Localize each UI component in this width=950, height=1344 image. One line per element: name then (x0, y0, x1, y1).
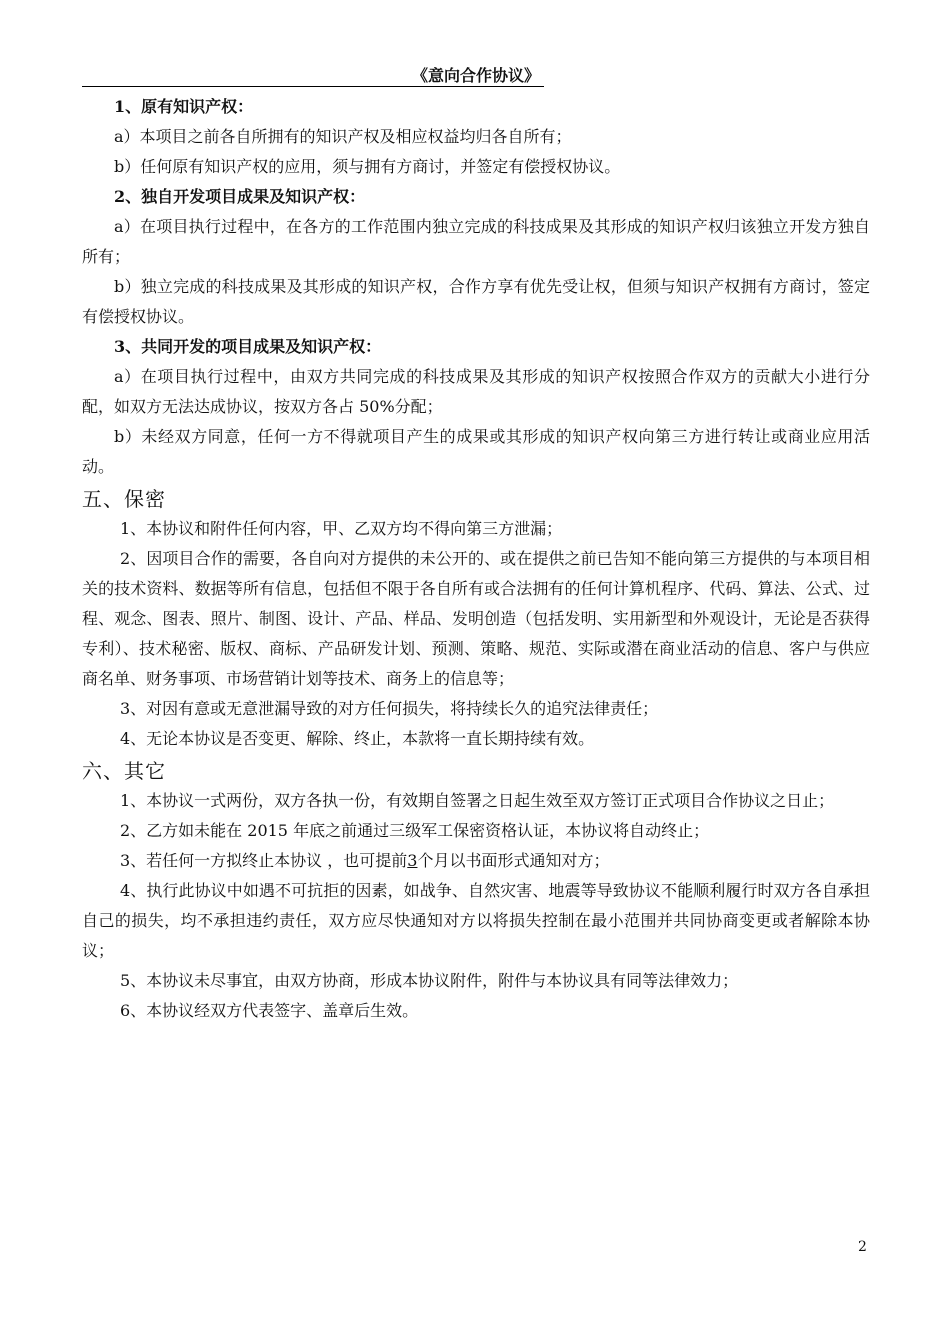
paragraph: b）独立完成的科技成果及其形成的知识产权，合作方享有优先受让权，但须与知识产权拥有方商讨，签定有偿授权协议。 (82, 277, 870, 326)
paragraph: a）在项目执行过程中，在各方的工作范围内独立完成的科技成果及其形成的知识产权归该独立开发方独自所有； (82, 217, 870, 266)
page-header (82, 66, 544, 87)
paragraph: 1、本协议和附件任何内容，甲、乙双方均不得向第三方泄漏； (120, 519, 563, 538)
header-title: 《意向合作协议》 (411, 66, 540, 85)
paragraph: 1、本协议一式两份，双方各执一份，有效期自签署之日起生效至双方签订正式项目合作协议之日止； (120, 791, 835, 810)
paragraph: a）在项目执行过程中，由双方共同完成的科技成果及其形成的知识产权按照合作双方的贡献大小进行分配，如双方无法达成协议，按双方各占 50%分配； (82, 367, 870, 416)
paragraph: 4、无论本协议是否变更、解除、终止，本款将一直长期持续有效。 (120, 729, 595, 748)
paragraph: b）未经双方同意，任何一方不得就项目产生的成果或其形成的知识产权向第三方进行转让或商业应用活动。 (82, 427, 870, 476)
section-heading-independent-ip: 2、独自开发项目成果及知识产权： (114, 187, 366, 206)
document-body (82, 92, 870, 1026)
paragraph: a）本项目之前各自所拥有的知识产权及相应权益均归各自所有； (114, 127, 572, 146)
paragraph: 2、乙方如未能在 2015 年底之前通过三级军工保密资格认证，本协议将自动终止； (120, 821, 710, 840)
text-run: 3、若任何一方拟终止本协议 ，也可提前 (120, 851, 408, 870)
section-heading-confidentiality: 五、保密 (82, 487, 166, 511)
notice-months: 3 (407, 851, 418, 870)
paragraph (82, 846, 870, 876)
paragraph: 4、执行此协议中如遇不可抗拒的因素，如战争、自然灾害、地震等导致协议不能顺利履行时双方各自承担自己的损失，均不承担违约责任，双方应尽快通知对方以将损失控制在最小范围并共同协商变更或者解除本协议； (82, 881, 870, 960)
paragraph: b）任何原有知识产权的应用，须与拥有方商讨，并签定有偿授权协议。 (114, 157, 621, 176)
text-run: 个月以书面形式通知对方； (417, 851, 610, 870)
section-heading-original-ip: 1、原有知识产权： (114, 97, 254, 116)
section-heading-joint-ip: 3、共同开发的项目成果及知识产权： (114, 337, 382, 356)
paragraph: 6、本协议经双方代表签字、盖章后生效。 (120, 1001, 419, 1020)
section-heading-other: 六、其它 (82, 759, 166, 783)
page-number: 2 (858, 1239, 867, 1255)
paragraph: 2、因项目合作的需要，各自向对方提供的未公开的、或在提供之前已告知不能向第三方提供的与本项目相关的技术资料、数据等所有信息，包括但不限于各自所有或合法拥有的任何计算机程序、代码、算法、公式、过程、观念、图表、照片、制图、设计、产品、样品、发明创造（包括发明、实用新型和外观设计，无论是否获得专利）、技术秘密、版权、商标、产品研发计划、预测、策略、规范、实际或潜在商业活动的信息、客户与供应商名单、财务事项、市场营销计划等技术、商务上的信息等； (82, 549, 870, 688)
paragraph: 3、对因有意或无意泄漏导致的对方任何损失，将持续长久的追究法律责任； (120, 699, 659, 718)
paragraph: 5、本协议未尽事宜，由双方协商，形成本协议附件，附件与本协议具有同等法律效力； (120, 971, 739, 990)
